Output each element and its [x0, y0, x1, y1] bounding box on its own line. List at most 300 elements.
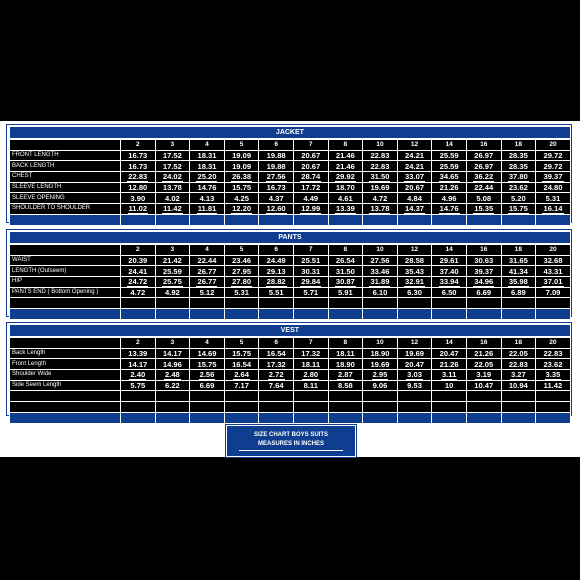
measurement-label: SLEEVE LENGTH: [10, 182, 121, 193]
pants-table: [9, 231, 571, 320]
size-header-cell: 16: [466, 337, 501, 348]
measurement-value: 13.39: [128, 349, 148, 359]
measurement-value: 10.94: [508, 381, 528, 391]
measurement-value: 37.01: [543, 277, 563, 287]
measurement-cell: [190, 204, 225, 215]
measurement-value: 21.46: [335, 161, 355, 171]
measurement-value: 34.65: [439, 172, 459, 182]
empty-cell: [328, 214, 363, 225]
measurement-cell: [224, 161, 259, 172]
measurement-value: 5.31: [234, 288, 249, 298]
empty-cell: [397, 412, 432, 423]
table-row: [10, 150, 571, 161]
measurement-value: 29.72: [543, 161, 563, 171]
measurement-cell: [155, 172, 190, 183]
measurement-cell: [293, 193, 328, 204]
measurement-value: 16.73: [266, 183, 286, 193]
measurement-value: 10: [444, 381, 454, 391]
measurement-value: 16.14: [543, 204, 563, 214]
measurement-value: 6.69: [476, 288, 492, 298]
measurement-cell: [363, 287, 398, 298]
empty-cell: [328, 412, 363, 423]
measurement-cell: [466, 277, 501, 288]
measurement-cell: [466, 380, 501, 391]
measurement-value: 16.54: [266, 349, 286, 359]
measurement-value: 43.31: [543, 266, 563, 276]
empty-cell: [536, 391, 571, 402]
measurement-value: 6.30: [407, 288, 422, 298]
vest-size-header: [10, 337, 571, 348]
empty-cell: [363, 298, 398, 309]
measurement-value: 21.46: [335, 151, 355, 161]
measurement-value: 16.73: [128, 151, 148, 161]
pants-title: PANTS: [10, 232, 571, 245]
measurement-value: 22.83: [508, 359, 528, 369]
measurement-value: 5.91: [337, 288, 353, 298]
measurement-value: 24.80: [543, 183, 563, 193]
measurement-value: 9.06: [372, 381, 388, 391]
measurement-cell: [259, 150, 294, 161]
size-header-cell: 12: [397, 337, 432, 348]
measurement-cell: [259, 172, 294, 183]
measurement-value: 17.32: [266, 359, 286, 369]
measurement-cell: [536, 150, 571, 161]
measurement-cell: [432, 161, 467, 172]
measurement-value: 33.46: [370, 266, 390, 276]
empty-cell: [328, 298, 363, 309]
empty-cell: [155, 298, 190, 309]
measurement-value: 2.87: [337, 370, 353, 380]
measurement-cell: [155, 255, 190, 266]
measurement-cell: [224, 266, 259, 277]
measurement-value: 3.90: [130, 193, 146, 203]
measurement-cell: [466, 204, 501, 215]
size-header-cell: 4: [190, 244, 225, 255]
measurement-cell: [501, 204, 536, 215]
measurement-cell: [293, 370, 328, 381]
measurement-cell: [224, 193, 259, 204]
measurement-cell: [224, 370, 259, 381]
measurement-cell: [536, 182, 571, 193]
size-header-cell: 3: [155, 244, 190, 255]
measurement-value: 29.61: [439, 256, 459, 266]
measurement-label: LENGTH (Outseem): [10, 266, 121, 277]
table-row: [10, 287, 571, 298]
empty-cell: [10, 309, 121, 320]
empty-cell: [293, 309, 328, 320]
empty-cell: [293, 391, 328, 402]
measurement-value: 26.77: [197, 277, 217, 287]
empty-cell: [432, 309, 467, 320]
empty-cell: [190, 391, 225, 402]
measurement-value: 19.69: [370, 359, 390, 369]
empty-cell: [224, 214, 259, 225]
measurement-value: 6.22: [165, 381, 180, 391]
measurement-value: 7.09: [545, 288, 561, 298]
measurement-value: 27.80: [232, 277, 252, 287]
measurement-cell: [121, 204, 156, 215]
size-header-cell: 4: [190, 139, 225, 150]
measurement-cell: [259, 380, 294, 391]
measurement-value: 14.76: [197, 183, 217, 193]
measurement-label: PANTS END ( Bottom Opening ): [10, 287, 121, 298]
measurement-value: 30.63: [474, 256, 494, 266]
empty-cell: [10, 298, 121, 309]
measurement-cell: [363, 255, 398, 266]
measurement-cell: [397, 172, 432, 183]
measurement-cell: [328, 359, 363, 370]
measurement-cell: [121, 193, 156, 204]
measurement-cell: [190, 193, 225, 204]
size-header-cell: 16: [466, 139, 501, 150]
measurement-cell: [536, 348, 571, 359]
empty-cell: [501, 214, 536, 225]
size-header-cell: 10: [363, 337, 398, 348]
measurement-value: 24.49: [266, 256, 286, 266]
empty-cell: [466, 402, 501, 413]
measurement-cell: [224, 182, 259, 193]
measurement-cell: [536, 277, 571, 288]
vest-table: [9, 324, 571, 424]
empty-cell: [501, 298, 536, 309]
measurement-value: 20.39: [128, 256, 148, 266]
measurement-cell: [432, 266, 467, 277]
measurement-cell: [397, 150, 432, 161]
empty-cell: [259, 309, 294, 320]
measurement-cell: [432, 193, 467, 204]
measurement-value: 21.26: [474, 349, 494, 359]
measurement-value: 33.07: [405, 172, 425, 182]
measurement-value: 37.40: [439, 266, 459, 276]
measurement-value: 5.31: [545, 193, 561, 203]
measurement-value: 6.10: [372, 288, 388, 298]
measurement-value: 4.25: [234, 193, 249, 203]
measurement-cell: [190, 277, 225, 288]
pants-size-header: [10, 244, 571, 255]
measurement-cell: [432, 277, 467, 288]
size-header-cell: 18: [501, 139, 536, 150]
empty-cell: [363, 309, 398, 320]
measurement-value: 2.95: [372, 370, 388, 380]
measurement-cell: [432, 287, 467, 298]
measurement-value: 39.37: [474, 266, 494, 276]
measurement-value: 27.56: [370, 256, 390, 266]
empty-cell: [536, 298, 571, 309]
measurement-cell: [224, 359, 259, 370]
measurement-cell: [293, 204, 328, 215]
measurement-value: 26.54: [335, 256, 355, 266]
measurement-value: 2.56: [199, 370, 215, 380]
measurement-value: 5.20: [510, 193, 526, 203]
measurement-cell: [363, 277, 398, 288]
size-header-cell: 18: [501, 337, 536, 348]
measurement-value: 5.08: [476, 193, 492, 203]
measurement-cell: [155, 161, 190, 172]
size-header-cell: 8: [328, 139, 363, 150]
measurement-cell: [224, 204, 259, 215]
empty-cell: [501, 309, 536, 320]
table-row: [10, 161, 571, 172]
empty-cell: [121, 309, 156, 320]
size-header-cell: 14: [432, 139, 467, 150]
measurement-value: 25.75: [162, 277, 182, 287]
measurement-cell: [259, 370, 294, 381]
measurement-value: 14.37: [405, 204, 425, 214]
measurement-value: 25.51: [301, 256, 321, 266]
measurement-value: 18.31: [197, 151, 217, 161]
caption-units: MEASURES IN INCHES: [257, 441, 324, 447]
empty-cell: [363, 412, 398, 423]
measurement-cell: [466, 359, 501, 370]
measurement-cell: [397, 266, 432, 277]
measurement-cell: [397, 204, 432, 215]
empty-cell: [397, 391, 432, 402]
empty-cell: [190, 412, 225, 423]
size-chart-caption: [226, 425, 356, 457]
empty-cell: [121, 214, 156, 225]
measurement-value: 15.75: [197, 359, 217, 369]
measurement-cell: [293, 359, 328, 370]
table-row: [10, 370, 571, 381]
measurement-value: 19.69: [405, 349, 425, 359]
measurement-cell: [501, 150, 536, 161]
table-row: [10, 266, 571, 277]
jacket-size-header: [10, 139, 571, 150]
empty-row: [10, 412, 571, 423]
measurement-cell: [397, 370, 432, 381]
measurement-cell: [432, 182, 467, 193]
size-header-cell: 5: [224, 244, 259, 255]
empty-cell: [536, 402, 571, 413]
measurement-cell: [501, 182, 536, 193]
measurement-cell: [190, 255, 225, 266]
measurement-value: 19.69: [370, 183, 390, 193]
empty-cell: [432, 412, 467, 423]
empty-cell: [328, 391, 363, 402]
measurement-label: HIP: [10, 277, 121, 288]
empty-cell: [536, 412, 571, 423]
empty-cell: [259, 402, 294, 413]
measurement-cell: [224, 277, 259, 288]
measurement-value: 4.61: [337, 193, 353, 203]
measurement-value: 25.20: [197, 172, 217, 182]
measurement-value: 15.75: [232, 183, 252, 193]
measurement-value: 19.88: [266, 161, 286, 171]
measurement-label: SLEEVE OPENING: [10, 193, 121, 204]
empty-cell: [397, 309, 432, 320]
size-header-cell: 6: [259, 337, 294, 348]
measurement-cell: [363, 172, 398, 183]
measurement-value: 39.37: [543, 172, 563, 182]
measurement-cell: [363, 182, 398, 193]
measurement-value: 15.35: [474, 204, 494, 214]
measurement-value: 32.68: [543, 256, 563, 266]
measurement-cell: [121, 150, 156, 161]
measurement-cell: [501, 359, 536, 370]
measurement-cell: [501, 255, 536, 266]
table-row: [10, 204, 571, 215]
measurement-cell: [501, 193, 536, 204]
size-header-cell: 4: [190, 337, 225, 348]
empty-cell: [259, 412, 294, 423]
measurement-cell: [259, 277, 294, 288]
empty-cell: [432, 391, 467, 402]
measurement-cell: [328, 266, 363, 277]
measurement-cell: [328, 380, 363, 391]
measurement-value: 22.83: [543, 349, 563, 359]
empty-cell: [190, 214, 225, 225]
measurement-value: 23.62: [508, 183, 528, 193]
measurement-value: 4.13: [199, 193, 215, 203]
measurement-value: 4.72: [130, 288, 146, 298]
measurement-cell: [363, 380, 398, 391]
size-header-cell: 6: [259, 244, 294, 255]
measurement-cell: [121, 380, 156, 391]
measurement-value: 2.48: [165, 370, 180, 380]
measurement-value: 22.05: [474, 359, 494, 369]
measurement-value: 35.43: [405, 266, 425, 276]
empty-cell: [293, 214, 328, 225]
measurement-cell: [121, 182, 156, 193]
measurement-value: 21.42: [162, 256, 182, 266]
measurement-cell: [397, 359, 432, 370]
measurement-value: 24.72: [128, 277, 148, 287]
empty-row: [10, 391, 571, 402]
empty-row: [10, 214, 571, 225]
measurement-cell: [363, 161, 398, 172]
measurement-value: 18.11: [301, 359, 321, 369]
measurement-cell: [466, 266, 501, 277]
empty-cell: [10, 402, 121, 413]
measurement-label: Front Length: [10, 359, 121, 370]
measurement-value: 26.97: [474, 161, 494, 171]
measurement-value: 8.11: [303, 381, 318, 391]
measurement-cell: [432, 150, 467, 161]
measurement-cell: [293, 172, 328, 183]
size-header-cell: 3: [155, 337, 190, 348]
empty-cell: [397, 214, 432, 225]
measurement-value: 32.91: [405, 277, 425, 287]
empty-cell: [155, 214, 190, 225]
empty-cell: [432, 214, 467, 225]
measurement-cell: [190, 287, 225, 298]
size-header-cell: 5: [224, 139, 259, 150]
measurement-cell: [397, 277, 432, 288]
measurement-cell: [259, 204, 294, 215]
measurement-value: 24.21: [405, 151, 425, 161]
measurement-cell: [121, 359, 156, 370]
measurement-value: 29.92: [335, 172, 355, 182]
jacket-table: [9, 126, 571, 226]
measurement-cell: [328, 204, 363, 215]
measurement-cell: [536, 266, 571, 277]
measurement-cell: [501, 266, 536, 277]
size-header-cell: 2: [121, 244, 156, 255]
measurement-cell: [155, 370, 190, 381]
measurement-value: 5.51: [268, 288, 284, 298]
measurement-value: 17.72: [301, 183, 321, 193]
measurement-value: 23.62: [543, 359, 563, 369]
measurement-value: 22.83: [370, 151, 390, 161]
empty-cell: [190, 298, 225, 309]
table-row: [10, 172, 571, 183]
measurement-cell: [432, 380, 467, 391]
size-header-cell: 16: [466, 244, 501, 255]
empty-cell: [259, 214, 294, 225]
measurement-cell: [293, 161, 328, 172]
measurement-value: 10.47: [474, 381, 494, 391]
empty-cell: [10, 214, 121, 225]
measurement-cell: [190, 182, 225, 193]
measurement-cell: [432, 204, 467, 215]
measurement-value: 14.17: [162, 349, 182, 359]
empty-cell: [501, 402, 536, 413]
measurement-cell: [190, 266, 225, 277]
measurement-value: 14.17: [128, 359, 148, 369]
empty-row: [10, 298, 571, 309]
measurement-cell: [121, 266, 156, 277]
measurement-cell: [536, 287, 571, 298]
measurement-label: BACK LENGTH: [10, 161, 121, 172]
size-header-cell: 8: [328, 337, 363, 348]
empty-cell: [466, 412, 501, 423]
measurement-value: 19.88: [266, 151, 286, 161]
measurement-value: 25.59: [439, 151, 459, 161]
measurement-value: 3.11: [441, 370, 457, 380]
measurement-cell: [397, 193, 432, 204]
measurement-value: 30.31: [301, 266, 321, 276]
measurement-value: 20.67: [405, 183, 425, 193]
table-row: [10, 348, 571, 359]
measurement-cell: [155, 182, 190, 193]
measurement-cell: [432, 255, 467, 266]
measurement-value: 19.09: [232, 151, 252, 161]
measurement-cell: [155, 277, 190, 288]
measurement-value: 14.76: [439, 204, 459, 214]
table-row: [10, 182, 571, 193]
empty-cell: [259, 298, 294, 309]
measurement-cell: [155, 204, 190, 215]
size-header-cell: 20: [536, 139, 571, 150]
measurement-cell: [155, 359, 190, 370]
measurement-cell: [190, 348, 225, 359]
measurement-cell: [328, 193, 363, 204]
empty-cell: [121, 402, 156, 413]
empty-row: [10, 309, 571, 320]
measurement-cell: [501, 161, 536, 172]
empty-row: [10, 402, 571, 413]
measurement-cell: [328, 161, 363, 172]
measurement-cell: [536, 161, 571, 172]
measurement-cell: [259, 287, 294, 298]
measurement-value: 26.97: [474, 151, 494, 161]
measurement-value: 28.35: [508, 161, 528, 171]
measurement-cell: [328, 287, 363, 298]
measurement-value: 4.37: [268, 193, 284, 203]
measurement-cell: [501, 287, 536, 298]
measurement-value: 29.72: [543, 151, 563, 161]
measurement-cell: [501, 370, 536, 381]
empty-cell: [328, 402, 363, 413]
empty-cell: [155, 412, 190, 423]
measurement-value: 29.84: [301, 277, 321, 287]
size-header-cell: 7: [293, 337, 328, 348]
measurement-cell: [466, 255, 501, 266]
empty-cell: [466, 214, 501, 225]
measurement-cell: [293, 255, 328, 266]
measurement-value: 22.83: [370, 161, 390, 171]
measurement-value: 24.02: [162, 172, 182, 182]
